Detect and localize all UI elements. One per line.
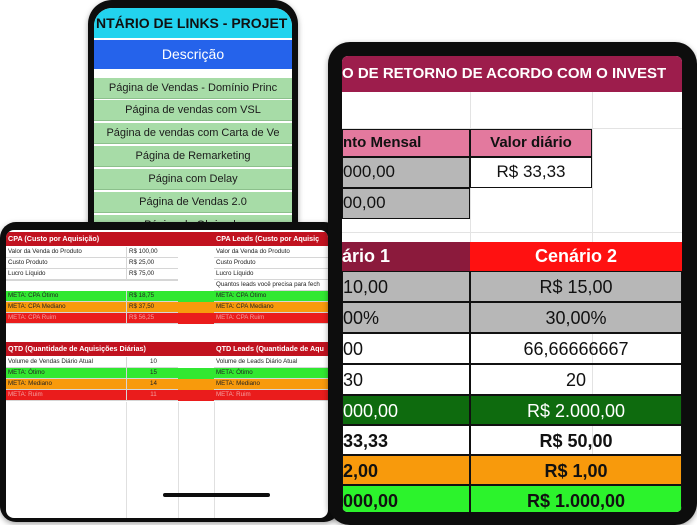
qtd-leads-goal-optimal[interactable]: META: Ótimo	[214, 368, 328, 379]
secondary-value[interactable]: 00,00	[342, 188, 470, 219]
grid-line	[126, 402, 127, 518]
cpa-leads-row-label[interactable]: Lucro Líquido	[214, 269, 328, 280]
scenario-1-cell[interactable]: 00%	[342, 302, 470, 333]
cpa-row-label[interactable]: Custo Produto	[6, 258, 126, 269]
cpa-row-label[interactable]	[6, 280, 126, 281]
cpa-section-header: CPA (Custo por Aquisição)	[6, 232, 178, 246]
qtd-leads-row-label[interactable]: Volume de Leads Diário Atual	[214, 357, 328, 368]
links-sheet-title: NTÁRIO DE LINKS - PROJET	[94, 8, 292, 38]
qtd-goal-bad-value[interactable]: 11	[126, 390, 178, 401]
link-cell[interactable]: Página com Delay	[94, 169, 292, 190]
daily-value-label[interactable]: Valor diário	[470, 129, 592, 157]
roi-sheet-title: O DE RETORNO DE ACORDO COM O INVEST	[342, 56, 682, 92]
scenario-2-cell[interactable]: R$ 1.000,00	[470, 485, 682, 512]
fill-cell	[178, 302, 214, 313]
cpa-goal-bad-label[interactable]: META: CPA Ruim	[6, 313, 126, 324]
scenario-2-header[interactable]: Cenário 2	[470, 242, 682, 271]
link-cell[interactable]: Página de Remarketing	[94, 146, 292, 167]
fill-cell	[178, 291, 214, 302]
scenario-2-cell[interactable]: 66,66666667	[470, 333, 682, 364]
links-spreadsheet-screen	[94, 8, 292, 250]
qtd-leads-goal-bad[interactable]: META: Ruim	[214, 390, 328, 401]
link-cell[interactable]: Página de vendas com Carta de Ve	[94, 123, 292, 144]
column-divider	[178, 342, 214, 356]
scenario-1-cell[interactable]: 33,33	[342, 425, 470, 455]
cpa-leads-row-label[interactable]: Quantos leads você precisa para fech	[214, 280, 328, 291]
cpa-leads-goal-median[interactable]: META: CPA Mediano	[214, 302, 328, 313]
cpa-goal-bad-value[interactable]: R$ 56,25	[126, 313, 178, 324]
scenario-2-cell[interactable]: R$ 2.000,00	[470, 395, 682, 425]
grid-line	[342, 232, 682, 233]
scenario-1-cell[interactable]: 10,00	[342, 271, 470, 302]
cpa-goal-optimal-value[interactable]: R$ 18,75	[126, 291, 178, 302]
qtd-goal-median-label[interactable]: META: Mediano	[6, 379, 126, 390]
link-cell[interactable]: Página de Vendas - Domínio Princ	[94, 78, 292, 99]
fill-cell	[178, 368, 214, 379]
scenario-2-cell[interactable]: R$ 15,00	[470, 271, 682, 302]
column-divider	[178, 232, 214, 246]
cpa-leads-goal-bad[interactable]: META: CPA Ruim	[214, 313, 328, 324]
qtd-goal-median-value[interactable]: 14	[126, 379, 178, 390]
monthly-investment-label[interactable]: nto Mensal	[342, 129, 470, 157]
qtd-goal-optimal-label[interactable]: META: Ótimo	[6, 368, 126, 379]
qtd-leads-section-header: QTD Leads (Quantidade de Aqu	[214, 342, 328, 356]
link-cell[interactable]: Página de vendas com VSL	[94, 100, 292, 121]
scenario-1-cell[interactable]: 00	[342, 333, 470, 364]
cpa-goal-median-label[interactable]: META: CPA Mediano	[6, 302, 126, 313]
qtd-row-value[interactable]: 10	[126, 357, 178, 368]
grid-line	[214, 402, 215, 518]
cpa-goal-optimal-label[interactable]: META: CPA Ótimo	[6, 291, 126, 302]
qtd-leads-goal-median[interactable]: META: Mediano	[214, 379, 328, 390]
right-tablet-device	[328, 42, 697, 525]
cpa-spreadsheet-screen	[6, 230, 328, 518]
cpa-row-value[interactable]: R$ 25,00	[126, 258, 178, 269]
qtd-goal-bad-label[interactable]: META: Ruim	[6, 390, 126, 401]
cpa-row-value[interactable]: R$ 100,00	[126, 247, 178, 258]
scenario-1-cell[interactable]: 000,00	[342, 395, 470, 425]
scenario-1-header[interactable]: ário 1	[342, 242, 470, 271]
cpa-row-value[interactable]	[126, 280, 178, 281]
roi-spreadsheet-screen	[342, 56, 682, 512]
cpa-leads-row-label[interactable]: Custo Produto	[214, 258, 328, 269]
description-column-header[interactable]: Descrição	[94, 40, 292, 69]
scenario-1-cell[interactable]: 30	[342, 364, 470, 395]
home-indicator[interactable]	[163, 493, 270, 497]
phone-device	[88, 0, 298, 250]
cpa-row-label[interactable]: Valor da Venda do Produto	[6, 247, 126, 258]
qtd-row-label[interactable]: Volume de Vendas Diário Atual	[6, 357, 126, 368]
cpa-row-label[interactable]: Lucro Líquido	[6, 269, 126, 280]
daily-value[interactable]: R$ 33,33	[470, 157, 592, 188]
fill-cell	[178, 313, 214, 324]
scenario-2-cell[interactable]: 30,00%	[470, 302, 682, 333]
cpa-row-value[interactable]: R$ 75,00	[126, 269, 178, 280]
fill-cell	[178, 390, 214, 401]
scenario-2-cell[interactable]: R$ 50,00	[470, 425, 682, 455]
cpa-leads-section-header: CPA Leads (Custo por Aquisiç	[214, 232, 328, 246]
left-tablet-device	[0, 222, 340, 522]
fill-cell	[178, 379, 214, 390]
monthly-investment-value[interactable]: 000,00	[342, 157, 470, 188]
cpa-leads-goal-optimal[interactable]: META: CPA Ótimo	[214, 291, 328, 302]
qtd-section-header: QTD (Quantidade de Aquisições Diárias)	[6, 342, 178, 356]
link-cell[interactable]: Página de Vendas 2.0	[94, 192, 292, 213]
scenario-2-cell[interactable]: 20	[470, 364, 682, 395]
cpa-leads-row-label[interactable]: Valor da Venda do Produto	[214, 247, 328, 258]
cpa-goal-median-value[interactable]: R$ 37,50	[126, 302, 178, 313]
qtd-goal-optimal-value[interactable]: 15	[126, 368, 178, 379]
scenario-1-cell[interactable]: 000,00	[342, 485, 470, 512]
scenario-2-cell[interactable]: R$ 1,00	[470, 455, 682, 485]
grid-line	[178, 402, 179, 518]
scenario-1-cell[interactable]: 2,00	[342, 455, 470, 485]
